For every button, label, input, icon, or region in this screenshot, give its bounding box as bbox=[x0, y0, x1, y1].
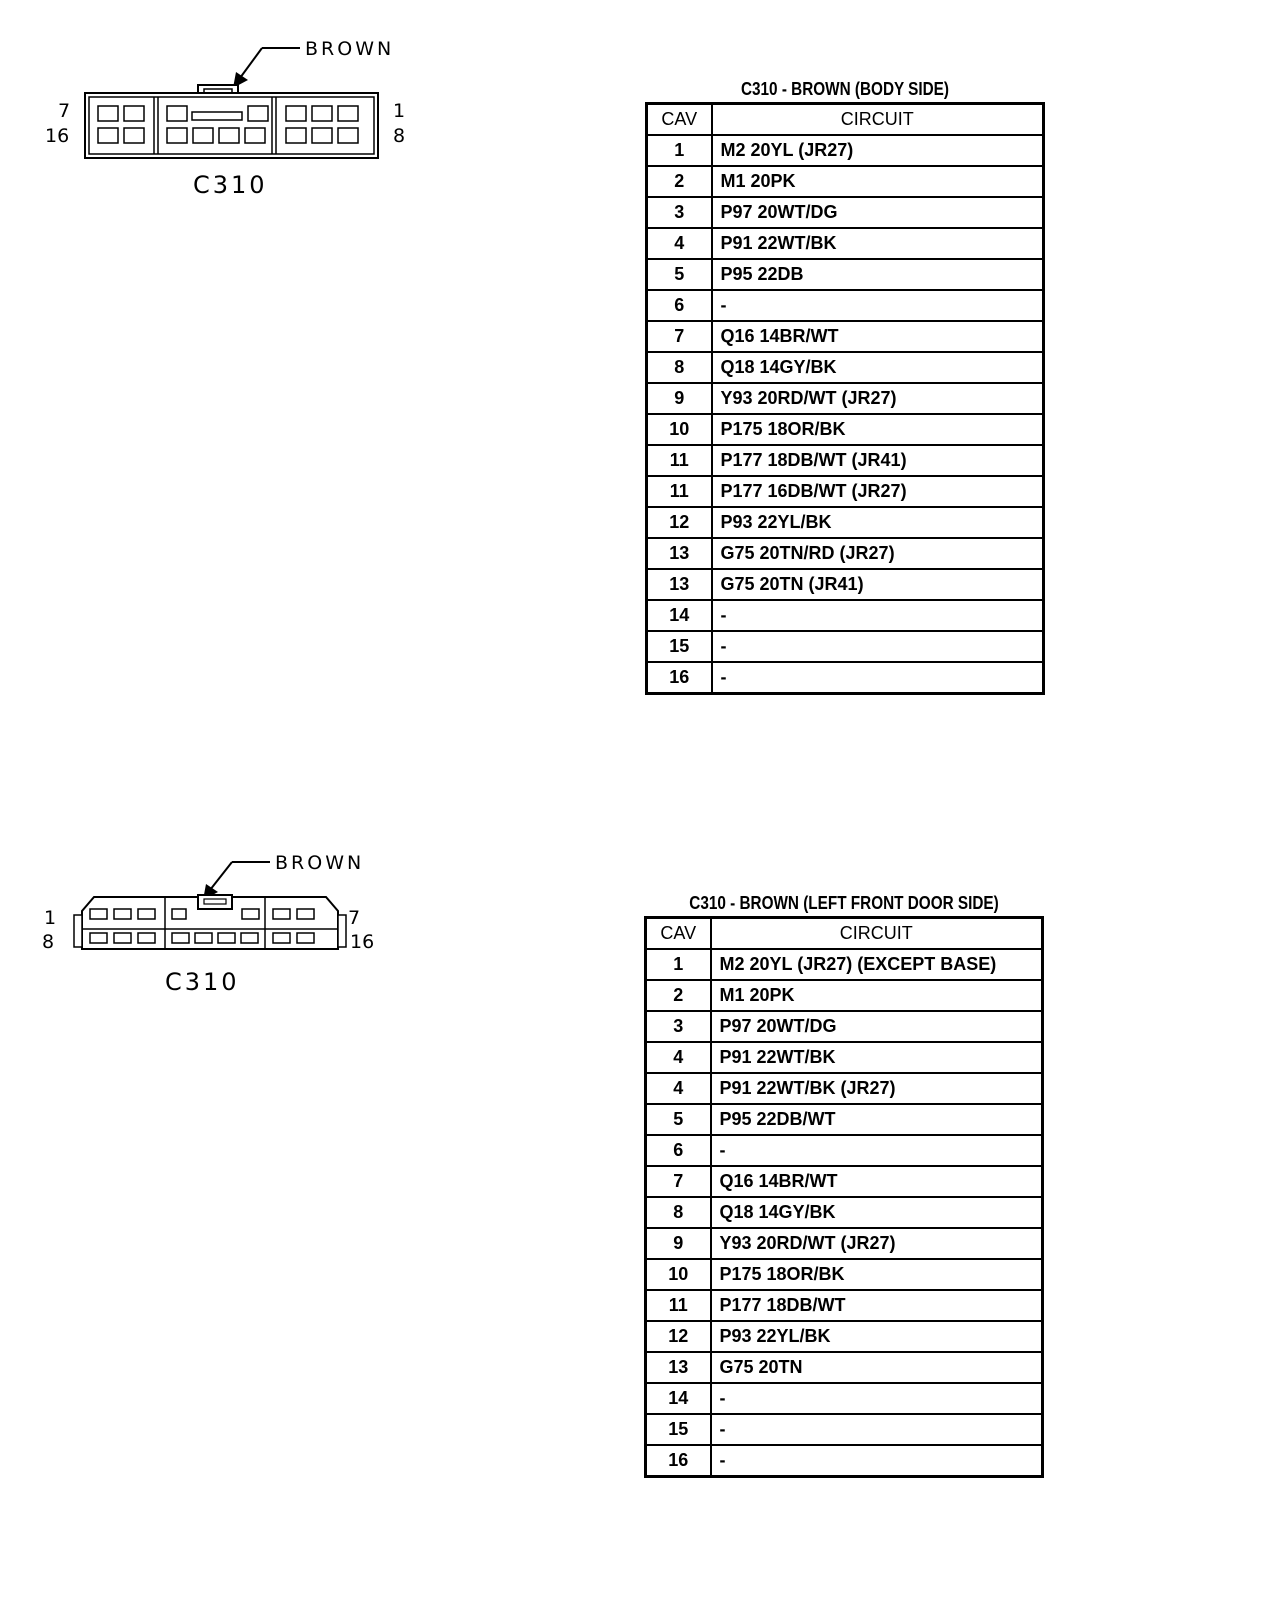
cell-circuit: P91 22WT/BK bbox=[712, 228, 1044, 259]
cell-cav: 3 bbox=[647, 197, 712, 228]
cell-cav: 13 bbox=[647, 538, 712, 569]
cell-cav: 15 bbox=[646, 1414, 711, 1445]
pin-number-right-bottom: 8 bbox=[393, 125, 406, 147]
cell-cav: 10 bbox=[647, 414, 712, 445]
cell-circuit: - bbox=[712, 631, 1044, 662]
column-header-circuit: CIRCUIT bbox=[712, 104, 1044, 136]
column-header-cav: CAV bbox=[647, 104, 712, 136]
cell-cav: 9 bbox=[646, 1228, 711, 1259]
cell-circuit: P175 18OR/BK bbox=[712, 414, 1044, 445]
table-row bbox=[647, 476, 1044, 507]
cell-circuit: G75 20TN bbox=[711, 1352, 1043, 1383]
table-header-row bbox=[646, 918, 1043, 950]
cell-cav: 14 bbox=[647, 600, 712, 631]
cell-cav: 14 bbox=[646, 1383, 711, 1414]
cell-circuit: P91 22WT/BK bbox=[711, 1042, 1043, 1073]
table-row bbox=[647, 507, 1044, 538]
table-row bbox=[646, 1259, 1043, 1290]
table-row bbox=[647, 135, 1044, 166]
cell-circuit: P177 16DB/WT (JR27) bbox=[712, 476, 1044, 507]
connector-diagram-body-side bbox=[40, 30, 440, 210]
table-row bbox=[647, 414, 1044, 445]
table-row bbox=[646, 1011, 1043, 1042]
cell-cav: 7 bbox=[646, 1166, 711, 1197]
cell-circuit: M2 20YL (JR27) bbox=[712, 135, 1044, 166]
pin-number-left-top: 1 bbox=[44, 907, 57, 929]
table-row bbox=[646, 1166, 1043, 1197]
cell-circuit: P93 22YL/BK bbox=[711, 1321, 1043, 1352]
cell-cav: 8 bbox=[646, 1197, 711, 1228]
pin-number-left-bottom: 16 bbox=[45, 125, 70, 147]
cell-cav: 4 bbox=[647, 228, 712, 259]
table-row bbox=[647, 259, 1044, 290]
table-row bbox=[646, 1042, 1043, 1073]
pinout-table bbox=[644, 916, 1044, 1478]
cell-circuit: P95 22DB/WT bbox=[711, 1104, 1043, 1135]
cell-circuit: P175 18OR/BK bbox=[711, 1259, 1043, 1290]
cell-cav: 1 bbox=[646, 949, 711, 980]
connector-color-label: BROWN bbox=[305, 38, 395, 60]
cell-circuit: P91 22WT/BK (JR27) bbox=[711, 1073, 1043, 1104]
cell-circuit: - bbox=[711, 1414, 1043, 1445]
cell-circuit: M1 20PK bbox=[712, 166, 1044, 197]
pin-number-right-top: 1 bbox=[393, 100, 406, 122]
table-row bbox=[647, 290, 1044, 321]
cell-circuit: M2 20YL (JR27) (EXCEPT BASE) bbox=[711, 949, 1043, 980]
cell-circuit: M1 20PK bbox=[711, 980, 1043, 1011]
table-row bbox=[647, 569, 1044, 600]
connector-color-label: BROWN bbox=[275, 852, 365, 874]
cell-circuit: G75 20TN/RD (JR27) bbox=[712, 538, 1044, 569]
cell-cav: 1 bbox=[647, 135, 712, 166]
cell-circuit: - bbox=[711, 1383, 1043, 1414]
table-row bbox=[646, 1383, 1043, 1414]
cell-cav: 11 bbox=[647, 476, 712, 507]
cell-circuit: Q16 14BR/WT bbox=[712, 321, 1044, 352]
connector-door-side-drawing bbox=[30, 845, 390, 1025]
cell-cav: 6 bbox=[646, 1135, 711, 1166]
cell-cav: 16 bbox=[647, 662, 712, 694]
cell-cav: 11 bbox=[647, 445, 712, 476]
connector-body-side-drawing bbox=[40, 30, 440, 210]
cell-cav: 2 bbox=[646, 980, 711, 1011]
cell-cav: 16 bbox=[646, 1445, 711, 1477]
cell-circuit: Y93 20RD/WT (JR27) bbox=[712, 383, 1044, 414]
cell-cav: 4 bbox=[646, 1073, 711, 1104]
cell-cav: 5 bbox=[646, 1104, 711, 1135]
table-row bbox=[647, 352, 1044, 383]
table-row bbox=[646, 1228, 1043, 1259]
table-row bbox=[646, 1197, 1043, 1228]
cell-circuit: Q16 14BR/WT bbox=[711, 1166, 1043, 1197]
table-row bbox=[647, 197, 1044, 228]
table-title: C310 - BROWN (LEFT FRONT DOOR SIDE) bbox=[689, 893, 999, 913]
cell-circuit: - bbox=[712, 290, 1044, 321]
connector-name: C310 bbox=[165, 968, 240, 996]
cell-cav: 8 bbox=[647, 352, 712, 383]
table-row bbox=[647, 321, 1044, 352]
cell-cav: 6 bbox=[647, 290, 712, 321]
column-header-cav: CAV bbox=[646, 918, 711, 950]
cell-cav: 4 bbox=[646, 1042, 711, 1073]
cell-circuit: Y93 20RD/WT (JR27) bbox=[711, 1228, 1043, 1259]
table-row bbox=[646, 949, 1043, 980]
table-row bbox=[646, 1104, 1043, 1135]
cell-cav: 12 bbox=[647, 507, 712, 538]
cell-cav: 7 bbox=[647, 321, 712, 352]
table-row bbox=[646, 1321, 1043, 1352]
cell-circuit: - bbox=[711, 1445, 1043, 1477]
table-header-row bbox=[647, 104, 1044, 136]
table-row bbox=[647, 538, 1044, 569]
table-row bbox=[646, 1135, 1043, 1166]
table-row bbox=[646, 1290, 1043, 1321]
connector-diagram-door-side bbox=[30, 845, 390, 1025]
connector-name: C310 bbox=[193, 171, 268, 199]
cell-cav: 10 bbox=[646, 1259, 711, 1290]
cell-circuit: P177 18DB/WT bbox=[711, 1290, 1043, 1321]
cell-cav: 15 bbox=[647, 631, 712, 662]
pin-number-right-top: 7 bbox=[348, 907, 361, 929]
pinout-table bbox=[645, 102, 1045, 695]
pin-number-right-bottom: 16 bbox=[350, 931, 375, 953]
cell-cav: 13 bbox=[647, 569, 712, 600]
cell-cav: 3 bbox=[646, 1011, 711, 1042]
cell-circuit: P97 20WT/DG bbox=[712, 197, 1044, 228]
table-row bbox=[647, 383, 1044, 414]
cell-circuit: Q18 14GY/BK bbox=[711, 1197, 1043, 1228]
table-title: C310 - BROWN (BODY SIDE) bbox=[740, 79, 949, 99]
cell-circuit: P95 22DB bbox=[712, 259, 1044, 290]
pin-number-left-bottom: 8 bbox=[42, 931, 55, 953]
table-row bbox=[646, 1073, 1043, 1104]
table-row bbox=[647, 662, 1044, 694]
table-row bbox=[646, 1414, 1043, 1445]
table-row bbox=[647, 228, 1044, 259]
cell-cav: 9 bbox=[647, 383, 712, 414]
table-row bbox=[647, 166, 1044, 197]
pinout-table-body-side bbox=[645, 76, 1045, 695]
table-row bbox=[646, 1352, 1043, 1383]
table-row bbox=[646, 1445, 1043, 1477]
cell-circuit: - bbox=[712, 600, 1044, 631]
table-row bbox=[647, 600, 1044, 631]
cell-cav: 13 bbox=[646, 1352, 711, 1383]
cell-circuit: P177 18DB/WT (JR41) bbox=[712, 445, 1044, 476]
cell-cav: 2 bbox=[647, 166, 712, 197]
cell-cav: 5 bbox=[647, 259, 712, 290]
cell-cav: 12 bbox=[646, 1321, 711, 1352]
table-row bbox=[647, 445, 1044, 476]
table-row bbox=[646, 980, 1043, 1011]
cell-circuit: - bbox=[712, 662, 1044, 694]
cell-circuit: - bbox=[711, 1135, 1043, 1166]
cell-circuit: G75 20TN (JR41) bbox=[712, 569, 1044, 600]
table-row bbox=[647, 631, 1044, 662]
cell-circuit: P93 22YL/BK bbox=[712, 507, 1044, 538]
column-header-circuit: CIRCUIT bbox=[711, 918, 1043, 950]
cell-circuit: P97 20WT/DG bbox=[711, 1011, 1043, 1042]
cell-cav: 11 bbox=[646, 1290, 711, 1321]
pin-number-left-top: 7 bbox=[58, 100, 71, 122]
cell-circuit: Q18 14GY/BK bbox=[712, 352, 1044, 383]
pinout-table-door-side bbox=[644, 890, 1044, 1478]
